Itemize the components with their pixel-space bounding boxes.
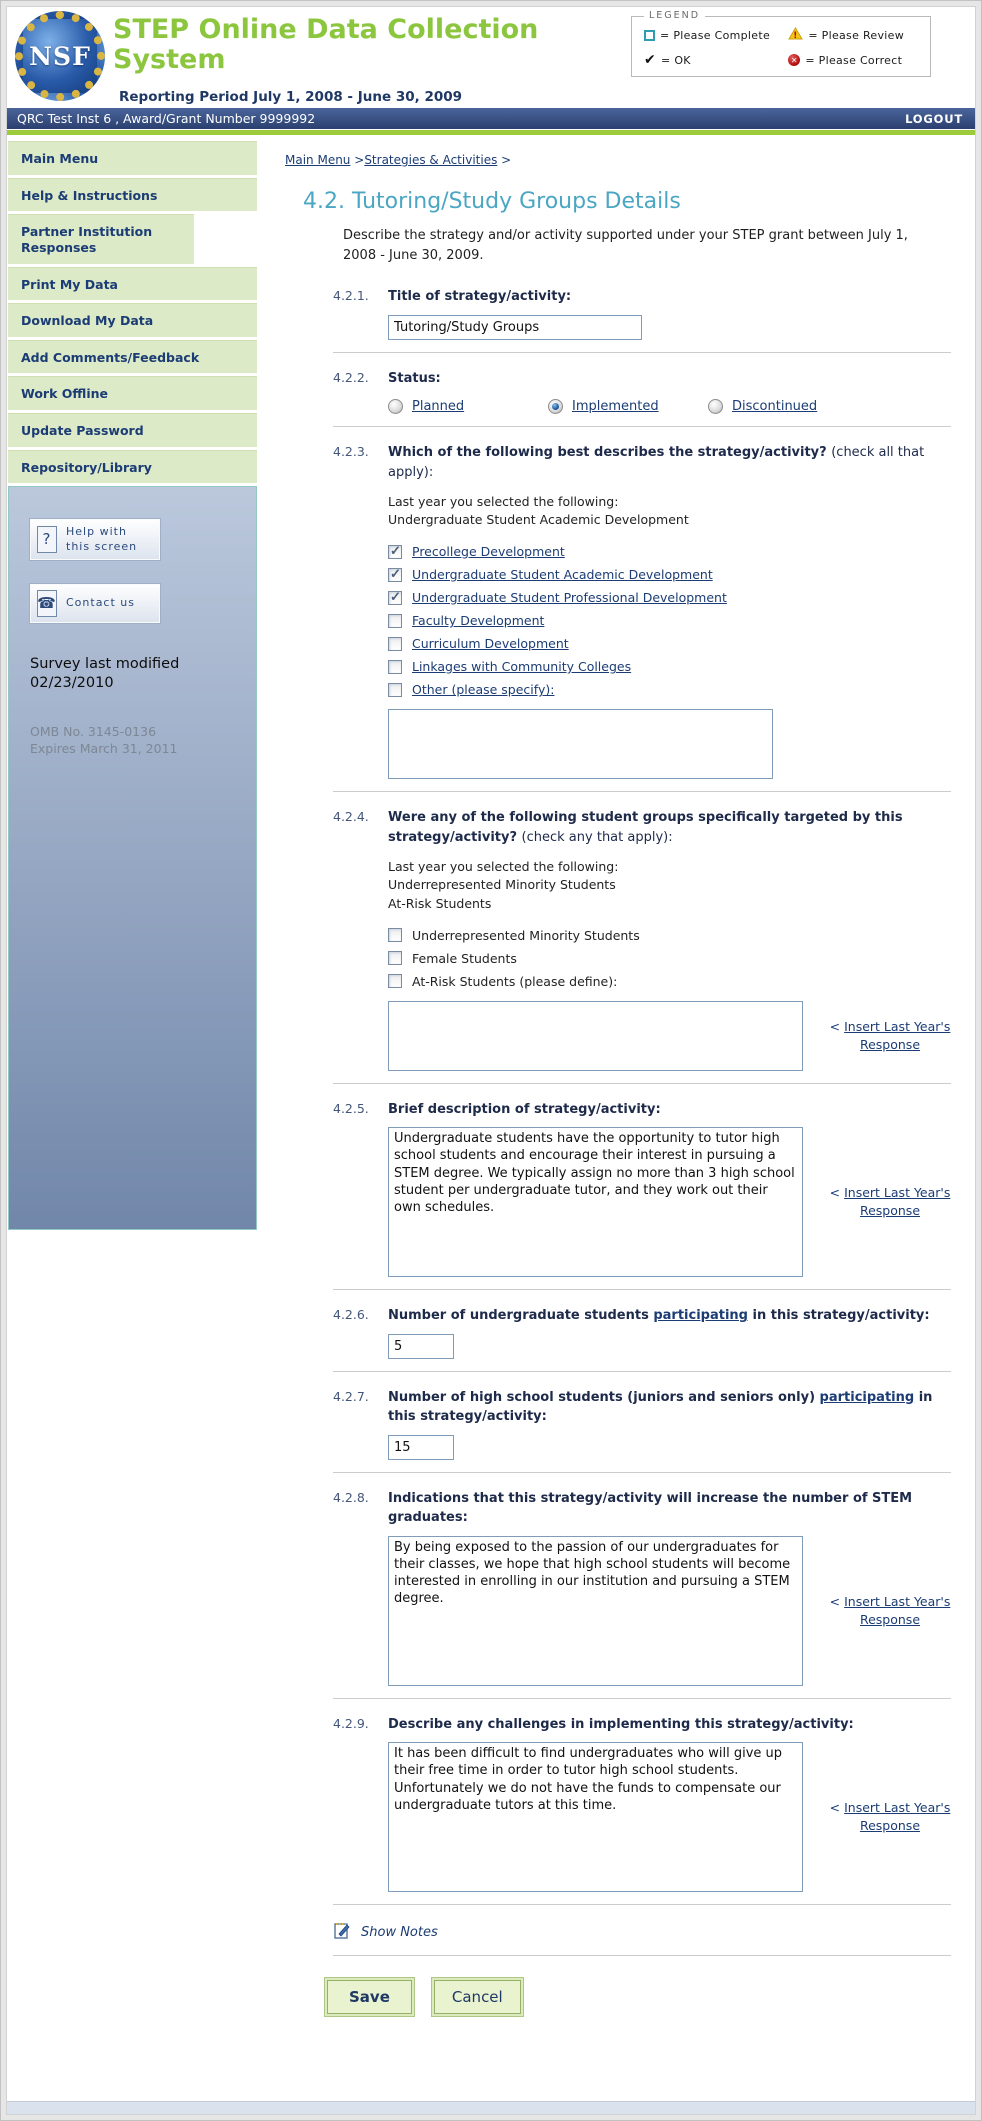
checkbox-row — [388, 655, 951, 678]
label-undergrad-academic-development[interactable]: Undergraduate Student Academic Development — [412, 567, 713, 583]
omb-number: OMB No. 3145-0136 — [30, 723, 157, 739]
sidebar-item-main-menu[interactable]: Main Menu — [8, 141, 257, 175]
sidebar-item-print-my-data[interactable]: Print My Data — [8, 267, 257, 301]
divider — [333, 1698, 951, 1699]
help-with-screen-button[interactable]: ? Help with this screen — [30, 519, 160, 560]
survey-last-modified: Survey last modified 02/23/2010 — [30, 655, 180, 691]
status-option-implemented — [548, 399, 708, 414]
insert-last-year-response: < Insert Last Year's Response — [829, 1185, 951, 1219]
insert-last-year-response: < Insert Last Year's Response — [829, 1800, 951, 1834]
insert-last-year-link[interactable]: Insert Last Year's Response — [844, 1800, 951, 1834]
omb-expires: Expires March 31, 2011 — [30, 741, 178, 757]
question-label: Indications that this strategy/activity will increase the number of STEM graduates: — [388, 1490, 913, 1526]
institution-label: QRC Test Inst 6 , Award/Grant Number 9999992 — [17, 111, 316, 126]
notes-icon[interactable] — [333, 1921, 351, 1943]
question-label: Title of strategy/activity: — [388, 289, 572, 304]
question-mark-icon: ? — [37, 526, 57, 553]
divider — [333, 1904, 951, 1905]
sidebar — [7, 135, 257, 2101]
status-option-discontinued — [708, 399, 817, 414]
warning-icon — [788, 27, 803, 43]
status-label-implemented[interactable]: Implemented — [572, 399, 659, 414]
at-risk-define-textarea[interactable] — [388, 1001, 803, 1071]
nsf-logo-text: NSF — [29, 41, 91, 71]
status-radio-discontinued[interactable] — [708, 399, 723, 414]
question-4-2-6 — [285, 1306, 951, 1359]
question-label: Which of the following best describes the strategy/activity? (check all that apply): — [388, 445, 925, 480]
question-number: 4.2.1. — [333, 288, 369, 303]
label-undergrad-professional-development[interactable]: Undergraduate Student Professional Development — [412, 590, 727, 606]
other-specify-textarea[interactable] — [388, 709, 773, 779]
checkbox-faculty-development[interactable] — [388, 614, 402, 628]
question-number: 4.2.3. — [333, 444, 369, 459]
checkbox-row — [388, 970, 951, 993]
legend-item-review: ! = Please Review — [788, 27, 922, 43]
question-number: 4.2.9. — [333, 1715, 369, 1731]
status-radio-group — [388, 399, 951, 414]
svg-text:!: ! — [793, 31, 799, 40]
question-label: Describe any challenges in implementing this strategy/activity: — [388, 1716, 854, 1732]
checkbox-female-students[interactable] — [388, 951, 402, 965]
check-icon: ✔ — [644, 52, 657, 68]
contact-us-button[interactable]: ☎ Contact us — [30, 584, 160, 623]
divider — [333, 1289, 951, 1290]
breadcrumb: Main Menu >Strategies & Activities > — [285, 153, 512, 167]
status-option-planned — [388, 399, 548, 414]
status-label-discontinued[interactable]: Discontinued — [732, 399, 818, 414]
insert-last-year-link[interactable]: Insert Last Year's Response — [844, 1018, 951, 1052]
question-4-2-1 — [285, 287, 951, 340]
last-year-selection: Last year you selected the following: Underrepresented Minority Students At-Risk Students — [388, 859, 619, 911]
question-4-2-3 — [285, 443, 951, 779]
checkbox-row — [388, 924, 951, 947]
checkbox-precollege-development[interactable] — [388, 545, 402, 559]
status-label-planned[interactable]: Planned — [412, 399, 465, 414]
app-title: STEP Online Data Collection System — [113, 14, 539, 76]
divider — [333, 1083, 951, 1084]
question-label: Brief description of strategy/activity: — [388, 1101, 661, 1117]
sidebar-item-help-instructions[interactable]: Help & Instructions — [8, 178, 257, 212]
title-of-strategy-input[interactable] — [388, 315, 642, 340]
question-4-2-5 — [285, 1100, 951, 1278]
sidebar-panel — [8, 486, 257, 1230]
legend-item-ok: ✔ = OK — [644, 52, 691, 68]
label-underrepresented-minority: Underrepresented Minority Students — [412, 927, 640, 943]
question-4-2-7 — [285, 1388, 951, 1460]
brief-description-textarea[interactable] — [388, 1127, 803, 1277]
insert-last-year-link[interactable]: Insert Last Year's Response — [844, 1593, 951, 1627]
error-icon: ✕ — [788, 54, 800, 66]
last-year-selection: Last year you selected the following: Undergraduate Student Academic Development — [388, 494, 689, 528]
checkbox-underrepresented-minority[interactable] — [388, 928, 402, 942]
insert-last-year-response: < Insert Last Year's Response — [829, 1018, 951, 1052]
show-notes-link[interactable]: Show Notes — [361, 1924, 438, 1940]
insert-last-year-response: < Insert Last Year's Response — [829, 1593, 951, 1627]
label-linkages-community-colleges[interactable]: Linkages with Community Colleges — [412, 659, 632, 675]
question-number: 4.2.8. — [333, 1489, 369, 1505]
omb-info — [30, 723, 240, 758]
reporting-period: Reporting Period July 1, 2008 - June 30, 2009 — [119, 89, 463, 105]
divider — [333, 1371, 951, 1372]
status-radio-implemented[interactable] — [548, 399, 563, 414]
question-4-2-4 — [285, 808, 951, 1070]
divider — [333, 791, 951, 792]
sidebar-item-download-my-data[interactable]: Download My Data — [8, 303, 257, 337]
question-label: Status: — [388, 370, 441, 386]
checkbox-row — [388, 586, 951, 609]
checkbox-row — [388, 947, 951, 970]
question-4-2-9 — [285, 1715, 951, 1893]
question-number: 4.2.5. — [333, 1100, 369, 1116]
form-actions — [323, 1976, 951, 2042]
label-faculty-development[interactable]: Faculty Development — [412, 613, 545, 629]
nsf-logo — [15, 11, 105, 101]
sidebar-item-partner-institution-responses[interactable]: Partner Institution Responses — [8, 214, 194, 263]
status-radio-planned[interactable] — [388, 399, 403, 414]
checkbox-row — [388, 678, 951, 701]
sidebar-item-repository-library[interactable]: Repository/Library — [8, 450, 257, 484]
question-4-2-2 — [285, 369, 951, 415]
insert-last-year-link[interactable]: Insert Last Year's Response — [844, 1185, 951, 1219]
save-button[interactable]: Save — [327, 1980, 412, 2014]
show-notes-row — [333, 1921, 951, 1943]
checkbox-row — [388, 632, 951, 655]
label-female-students: Female Students — [412, 950, 517, 966]
divider — [333, 1472, 951, 1473]
question-number: 4.2.4. — [333, 809, 369, 825]
label-at-risk-students: At-Risk Students (please define): — [412, 973, 618, 989]
phone-icon: ☎ — [37, 590, 57, 617]
question-number: 4.2.7. — [333, 1388, 369, 1404]
highschool-count-input[interactable] — [388, 1435, 454, 1460]
checkbox-row — [388, 563, 951, 586]
challenges-textarea[interactable] — [388, 1742, 803, 1892]
question-label: Number of high school students (juniors and seniors only) participating in this strategy/activity: — [388, 1389, 933, 1425]
header — [7, 7, 975, 108]
breadcrumb-strategies-activities[interactable]: Strategies & Activities — [364, 153, 498, 167]
question-4-2-8 — [285, 1489, 951, 1686]
sidebar-item-work-offline[interactable]: Work Offline — [8, 376, 257, 410]
checkbox-undergrad-professional-development[interactable] — [388, 591, 402, 605]
legend-item-correct: ✕ = Please Correct — [788, 52, 922, 68]
square-icon — [644, 30, 655, 41]
page-description: Describe the strategy and/or activity supported under your STEP grant between July 1, 2008 - June 30, 2009. — [343, 228, 908, 263]
checkbox-undergrad-academic-development[interactable] — [388, 568, 402, 582]
breadcrumb-main-menu[interactable]: Main Menu — [285, 153, 351, 167]
footer-bar — [7, 2101, 975, 2114]
checkbox-row — [388, 609, 951, 632]
institution-bar — [7, 108, 975, 129]
checkbox-at-risk-students[interactable] — [388, 974, 402, 988]
sidebar-item-update-password[interactable]: Update Password — [8, 413, 257, 447]
label-other-specify[interactable]: Other (please specify): — [412, 682, 555, 698]
checkbox-row — [388, 540, 951, 563]
question-number: 4.2.2. — [333, 369, 369, 385]
checkbox-other[interactable] — [388, 683, 402, 697]
legend-title: LEGEND — [644, 10, 705, 21]
question-number: 4.2.6. — [333, 1307, 369, 1323]
participating-link[interactable]: participating — [819, 1389, 915, 1405]
divider — [333, 1955, 951, 1956]
checkbox-curriculum-development[interactable] — [388, 637, 402, 651]
divider — [333, 426, 951, 427]
legend-box — [631, 10, 931, 77]
logout-button[interactable]: LOGOUT — [905, 111, 963, 126]
cancel-button[interactable]: Cancel — [434, 1980, 521, 2014]
question-label: Were any of the following student groups specifically targeted by this strategy/activity? (check any that apply): — [388, 810, 903, 845]
sidebar-item-add-comments-feedback[interactable]: Add Comments/Feedback — [8, 340, 257, 374]
undergrad-count-input[interactable] — [388, 1334, 454, 1359]
label-precollege-development[interactable]: Precollege Development — [412, 544, 565, 560]
checkbox-linkages-community-colleges[interactable] — [388, 660, 402, 674]
page-title: 4.2. Tutoring/Study Groups Details — [303, 189, 681, 214]
app-window — [6, 6, 976, 2115]
participating-link[interactable]: participating — [653, 1308, 748, 1324]
legend-item-complete: = Please Complete — [644, 27, 788, 43]
main-content — [257, 135, 975, 2101]
divider — [333, 352, 951, 353]
question-label: Number of undergraduate students participating in this strategy/activity: — [388, 1308, 930, 1324]
label-curriculum-development[interactable]: Curriculum Development — [412, 636, 569, 652]
indications-textarea[interactable] — [388, 1536, 803, 1686]
